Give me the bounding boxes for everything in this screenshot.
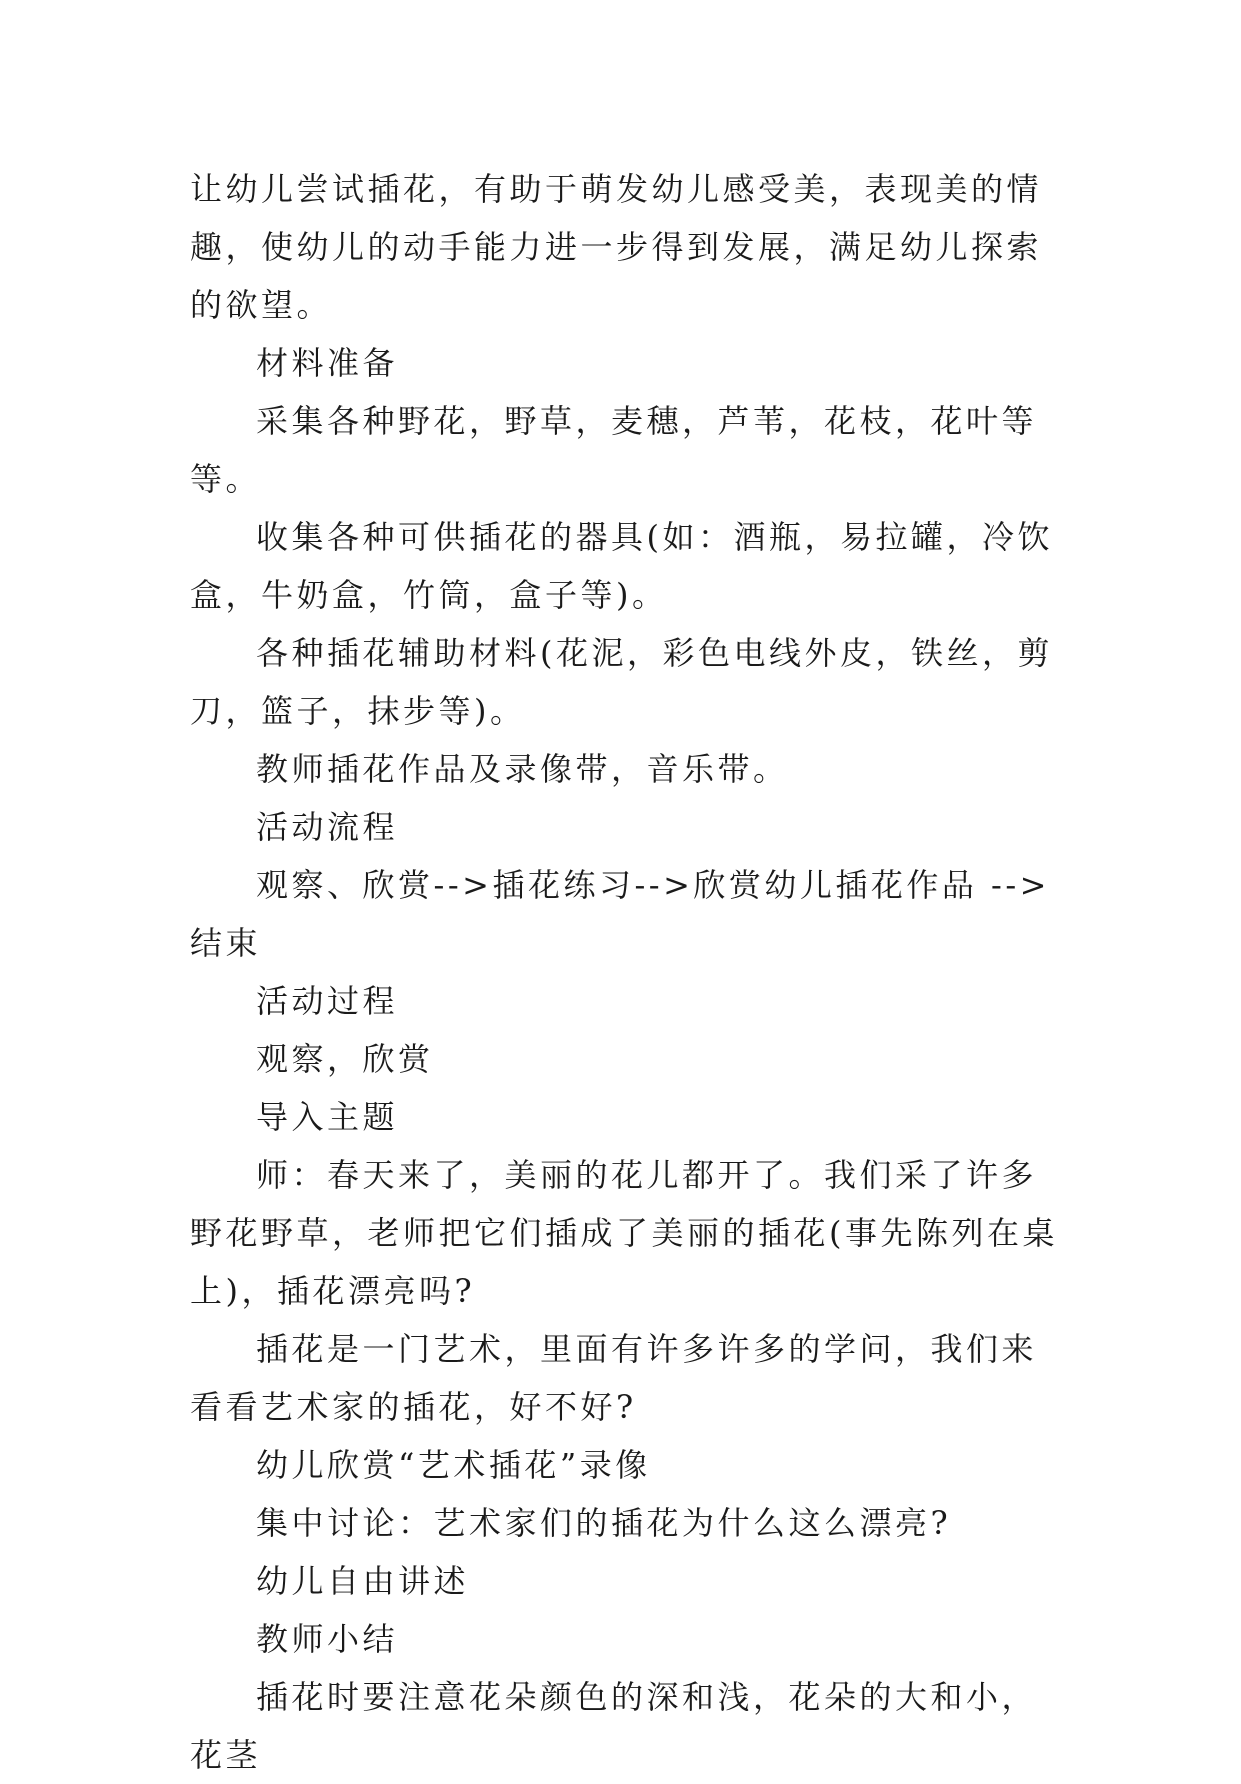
paragraph-collect-containers: 收集各种可供插花的器具(如：酒瓶，易拉罐，冷饮盒，牛奶盒，竹筒，盒子等)。 xyxy=(190,518,1053,614)
paragraph-teacher-intro: 师：春天来了，美丽的花儿都开了。我们采了许多野花野草，老师把它们插成了美丽的插花(事先陈列在桌上)，插花漂亮吗? xyxy=(190,1156,1058,1310)
paragraph-summary-text: 插花时要注意花朵颜色的深和浅，花朵的大和小，花茎 xyxy=(190,1678,1038,1774)
paragraph-art-intro: 插花是一门艺术，里面有许多许多的学问，我们来看看艺术家的插花，好不好? xyxy=(190,1330,1038,1426)
document-body xyxy=(190,160,1070,1784)
heading-activity-process: 活动过程 xyxy=(256,982,399,1020)
heading-introduce-topic: 导入主题 xyxy=(256,1098,399,1136)
heading-activity-flow: 活动流程 xyxy=(256,808,399,846)
paragraph-free-talk: 幼儿自由讲述 xyxy=(256,1562,470,1600)
heading-teacher-summary: 教师小结 xyxy=(256,1620,399,1658)
paragraph-collect-flowers: 采集各种野花，野草，麦穗，芦苇，花枝，花叶等等。 xyxy=(190,402,1038,498)
heading-materials: 材料准备 xyxy=(256,344,399,382)
paragraph-auxiliary-materials: 各种插花辅助材料(花泥，彩色电线外皮，铁丝，剪刀，篮子，抹步等)。 xyxy=(190,634,1053,730)
heading-observe: 观察，欣赏 xyxy=(256,1040,434,1078)
paragraph-intro: 让幼儿尝试插花，有助于萌发幼儿感受美，表现美的情趣，使幼儿的动手能力进一步得到发展，满足幼儿探索的欲望。 xyxy=(190,170,1043,324)
paragraph-discussion: 集中讨论：艺术家们的插花为什么这么漂亮? xyxy=(256,1504,952,1542)
paragraph-teacher-works: 教师插花作品及录像带，音乐带。 xyxy=(256,750,789,788)
paragraph-flow-steps: 观察、欣赏-->插花练习-->欣赏幼儿插花作品 -->结束 xyxy=(190,866,1050,962)
paragraph-watch-video: 幼儿欣赏“艺术插花”录像 xyxy=(256,1446,651,1484)
